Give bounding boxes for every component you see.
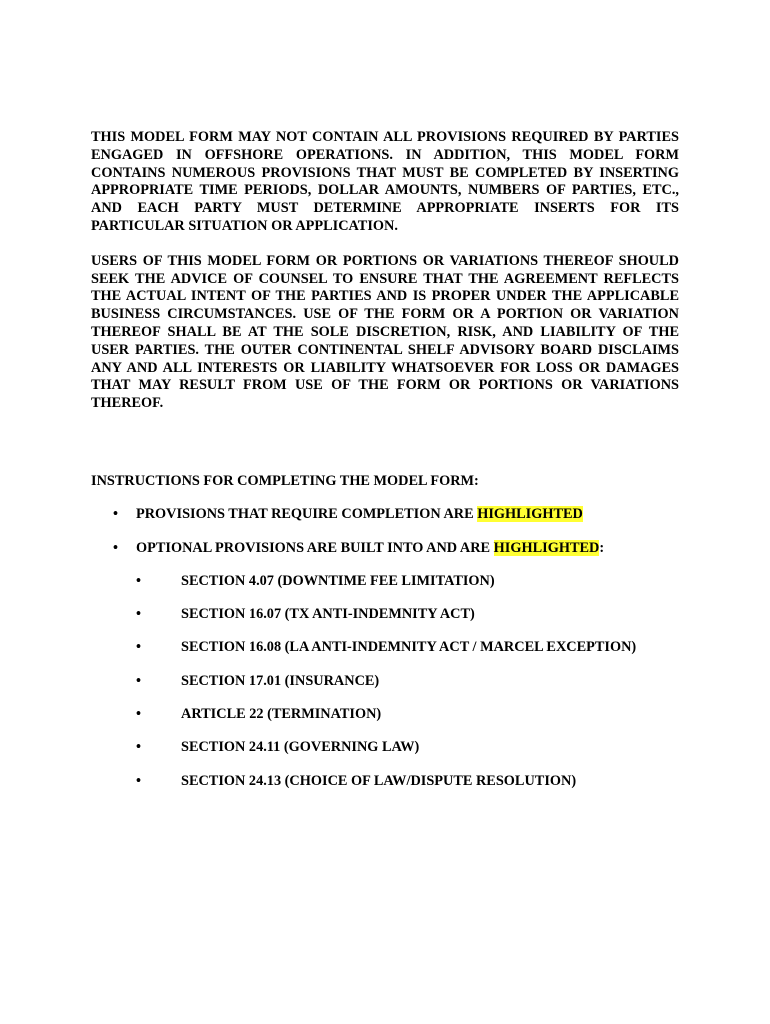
- optional-section-label: SECTION 16.08 (LA ANTI-INDEMNITY ACT / MARCEL EXCEPTION): [181, 639, 637, 656]
- optional-section-item: [91, 706, 679, 724]
- optional-section-label: SECTION 16.07 (TX ANTI-INDEMNITY ACT): [181, 606, 475, 623]
- optional-section-item: [91, 639, 679, 657]
- optional-section-item: [91, 739, 679, 757]
- optional-section-item: [91, 573, 679, 591]
- highlighted-word: HIGHLIGHTED: [477, 506, 583, 523]
- highlighted-word: HIGHLIGHTED: [493, 539, 600, 556]
- bullet-icon: •: [136, 672, 142, 689]
- instruction-item-required: [91, 506, 679, 524]
- optional-section-item: [91, 606, 679, 624]
- disclaimer-paragraph-1: THIS MODEL FORM MAY NOT CONTAIN ALL PROVISIONS REQUIRED BY PARTIES ENGAGED IN OFFSHORE OPERATIONS. IN ADDITION, THIS MODEL FORM CONTAINS NUMEROUS PROVISIONS THAT MUST BE COMPLETED BY INSERTING APPROPRIATE TIME PERIODS, DOLLAR AMOUNTS, NUMBERS OF PARTIES, ETC., AND EACH PARTY MUST DETERMINE APPROPRIATE INSERTS FOR ITS PARTICULAR SITUATION OR APPLICATION.: [91, 129, 679, 234]
- bullet-icon: •: [136, 572, 142, 589]
- optional-section-label: SECTION 17.01 (INSURANCE): [181, 672, 380, 689]
- instructions-heading: INSTRUCTIONS FOR COMPLETING THE MODEL FORM:: [91, 472, 479, 489]
- instruction-item-text: PROVISIONS THAT REQUIRE COMPLETION ARE: [136, 506, 478, 523]
- bullet-icon: •: [136, 739, 142, 756]
- disclaimer-paragraph-2: USERS OF THIS MODEL FORM OR PORTIONS OR VARIATIONS THEREOF SHOULD SEEK THE ADVICE OF COUNSEL TO ENSURE THAT THE AGREEMENT REFLECTS THE ACTUAL INTENT OF THE PARTIES AND IS PROPER UNDER THE APPLICABLE BUSINESS CIRCUMSTANCES. USE OF THE FORM OR A PORTION OR VARIATION THEREOF SHALL BE AT THE SOLE DISCRETION, RISK, AND LIABILITY OF THE USER PARTIES. THE OUTER CONTINENTAL SHELF ADVISORY BOARD DISCLAIMS ANY AND ALL INTERESTS OR LIABILITY WHATSOEVER FOR LOSS OR DAMAGES THAT MAY RESULT FROM USE OF THE FORM OR PORTIONS OR VARIATIONS THEREOF.: [91, 252, 679, 412]
- optional-section-item: [91, 773, 679, 791]
- optional-section-label: SECTION 24.11 (GOVERNING LAW): [181, 739, 420, 756]
- optional-section-label: SECTION 24.13 (CHOICE OF LAW/DISPUTE RESOLUTION): [181, 772, 577, 789]
- bullet-icon: •: [136, 639, 142, 656]
- optional-section-label: SECTION 4.07 (DOWNTIME FEE LIMITATION): [181, 572, 495, 589]
- instruction-item-suffix: :: [599, 539, 605, 556]
- instructions-list: [91, 506, 679, 790]
- bullet-icon: •: [136, 772, 142, 789]
- bullet-icon: •: [113, 506, 119, 523]
- instruction-item-optional: [91, 540, 679, 791]
- instruction-item-text: OPTIONAL PROVISIONS ARE BUILT INTO AND ARE: [136, 539, 494, 556]
- document-body: [91, 129, 679, 790]
- bullet-icon: •: [113, 539, 119, 556]
- optional-sections-list: [91, 573, 679, 791]
- optional-section-item: [91, 673, 679, 691]
- bullet-icon: •: [136, 606, 142, 623]
- bullet-icon: •: [136, 706, 142, 723]
- optional-section-label: ARTICLE 22 (TERMINATION): [181, 706, 382, 723]
